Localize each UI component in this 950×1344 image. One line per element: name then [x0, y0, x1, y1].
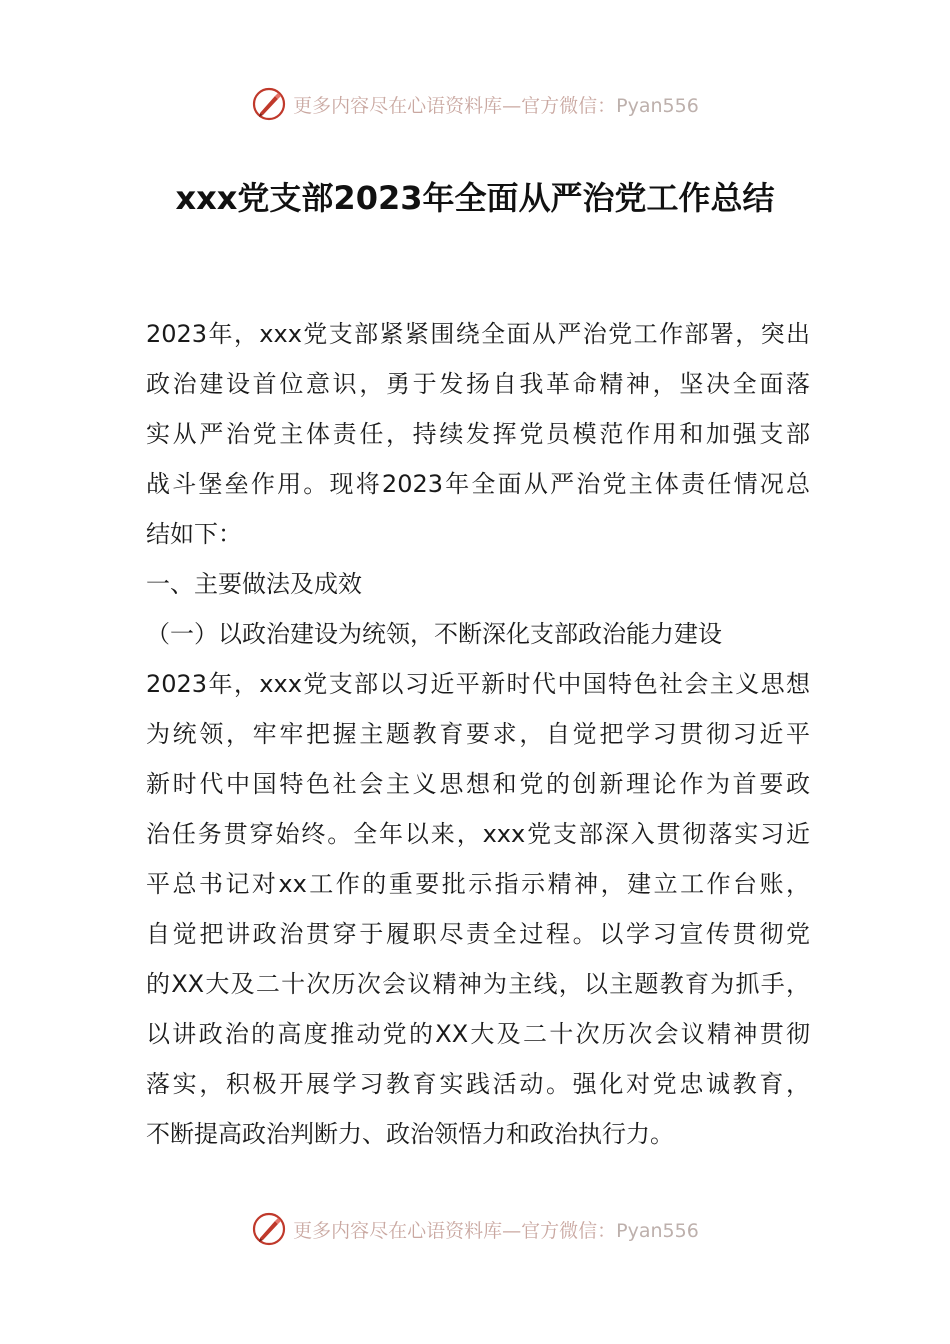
- document-body: [146, 309, 810, 1159]
- watermark-banner-top: [0, 82, 950, 126]
- body-line: 以讲政治的高度推动党的XX大及二十次历次会议精神贯彻: [146, 1020, 810, 1048]
- body-line: 平总书记对xx工作的重要批示指示精神，建立工作台账，: [146, 870, 810, 898]
- subsection-heading: （一）以政治建设为统领，不断深化支部政治能力建设: [146, 620, 722, 648]
- section-heading: 一、主要做法及成效: [146, 570, 362, 598]
- body-line: 落实，积极开展学习教育实践活动。强化对党忠诚教育，: [146, 1070, 810, 1098]
- watermark-banner-bottom: [0, 1207, 950, 1251]
- body-line: 2023年，xxx党支部以习近平新时代中国特色社会主义思想: [146, 670, 810, 698]
- body-line: 战斗堡垒作用。现将2023年全面从严治党主体责任情况总: [146, 470, 810, 498]
- body-line: 不断提高政治判断力、政治领悟力和政治执行力。: [146, 1120, 674, 1148]
- body-line: 新时代中国特色社会主义思想和党的创新理论作为首要政: [146, 770, 810, 798]
- body-line: 结如下：: [146, 520, 242, 548]
- body-line: 实从严治党主体责任，持续发挥党员模范作用和加强支部: [146, 420, 810, 448]
- body-line: 为统领，牢牢把握主题教育要求，自觉把学习贯彻习近平: [146, 720, 810, 748]
- body-line: 的XX大及二十次历次会议精神为主线，以主题教育为抓手，: [146, 970, 810, 998]
- watermark-wechat-id: Pyan556: [616, 1219, 699, 1242]
- body-line: 治任务贯穿始终。全年以来，xxx党支部深入贯彻落实习近: [146, 820, 810, 848]
- body-line: 政治建设首位意识，勇于发扬自我革命精神，坚决全面落: [146, 370, 810, 398]
- body-line: 2023年，xxx党支部紧紧围绕全面从严治党工作部署，突出: [146, 320, 810, 348]
- body-line: 自觉把讲政治贯穿于履职尽责全过程。以学习宣传贯彻党: [146, 920, 810, 948]
- watermark-text: 更多内容尽在心语资料库—官方微信：Pyan556: [293, 94, 699, 117]
- document-title: xxx党支部2023年全面从严治党工作总结: [175, 179, 775, 217]
- pen-logo-icon: [251, 1211, 287, 1247]
- watermark-text: 更多内容尽在心语资料库—官方微信：Pyan556: [293, 1219, 699, 1242]
- watermark-wechat-id: Pyan556: [616, 94, 699, 117]
- pen-logo-icon: [251, 86, 287, 122]
